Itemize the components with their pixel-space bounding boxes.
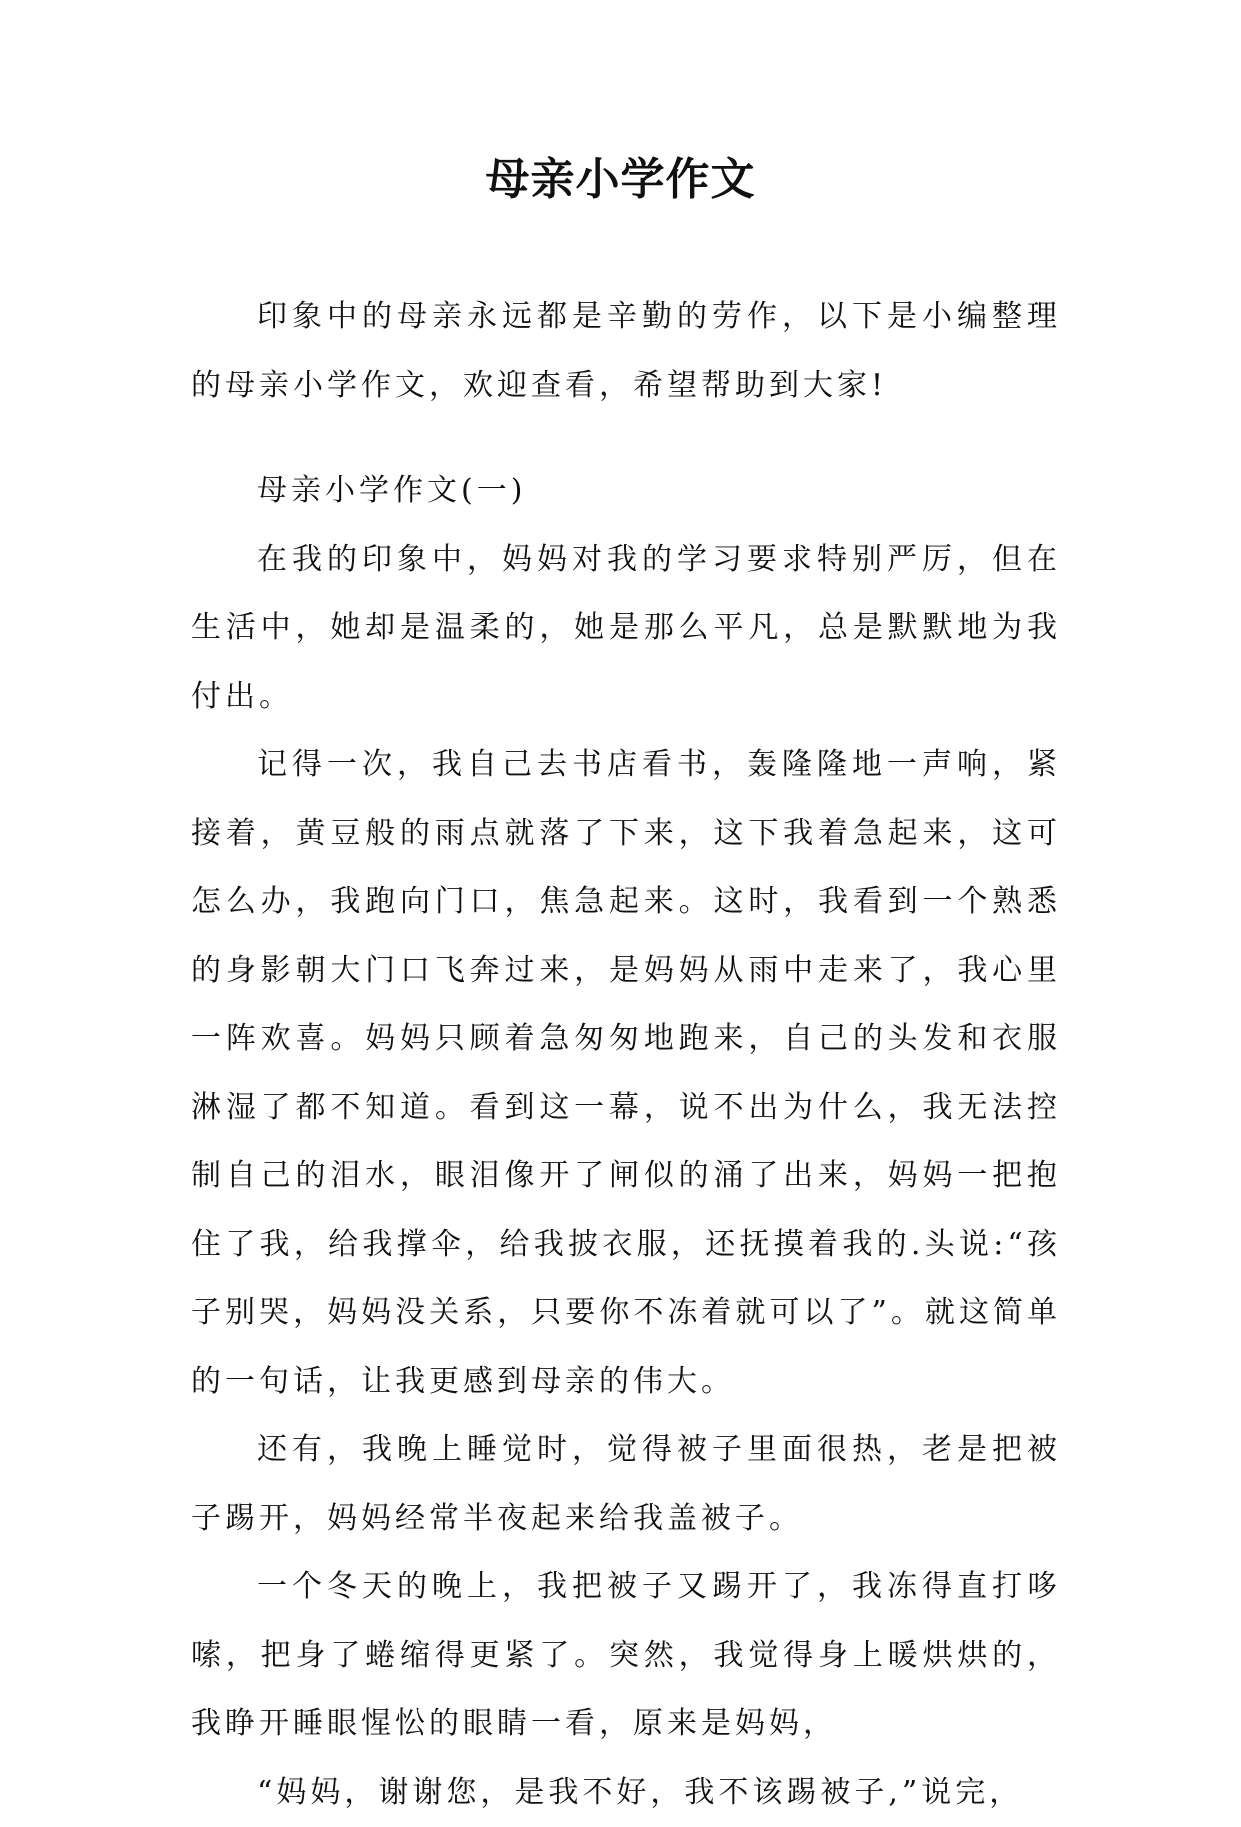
body-paragraph: “妈妈，谢谢您，是我不好，我不该踢被子,”说完， — [191, 1759, 1061, 1827]
section-heading: 母亲小学作文(一) — [191, 457, 1061, 526]
body-paragraph: 还有，我晚上睡觉时，觉得被子里面很热，老是把被子踢开，妈妈经常半夜起来给我盖被子。 — [191, 1416, 1061, 1553]
document-body — [191, 283, 1061, 1827]
intro-paragraph: 印象中的母亲永远都是辛勤的劳作，以下是小编整理的母亲小学作文，欢迎查看，希望帮助到大家! — [191, 283, 1061, 420]
body-paragraph: 在我的印象中，妈妈对我的学习要求特别严厉，但在生活中，她却是温柔的，她是那么平凡，总是默默地为我付出。 — [191, 526, 1061, 732]
body-paragraph: 记得一次，我自己去书店看书，轰隆隆地一声响，紧接着，黄豆般的雨点就落了下来，这下我着急起来，这可怎么办，我跑向门口，焦急起来。这时，我看到一个熟悉的身影朝大门口飞奔过来，是妈妈从雨中走来了，我心里一阵欢喜。妈妈只顾着急匆匆地跑来，自己的头发和衣服淋湿了都不知道。看到这一幕，说不出为什么，我无法控制自己的泪水，眼泪像开了闸似的涌了出来，妈妈一把抱住了我，给我撑伞，给我披衣服，还抚摸着我的.头说:“孩子别哭，妈妈没关系，只要你不冻着就可以了”。就这简单的一句话，让我更感到母亲的伟大。 — [191, 731, 1061, 1416]
document-title: 母亲小学作文 — [0, 150, 1241, 210]
body-paragraph: 一个冬天的晚上，我把被子又踢开了，我冻得直打哆嗦，把身了蜷缩得更紧了。突然，我觉得身上暖烘烘的，我睁开睡眼惺忪的眼睛一看，原来是妈妈， — [191, 1553, 1061, 1759]
